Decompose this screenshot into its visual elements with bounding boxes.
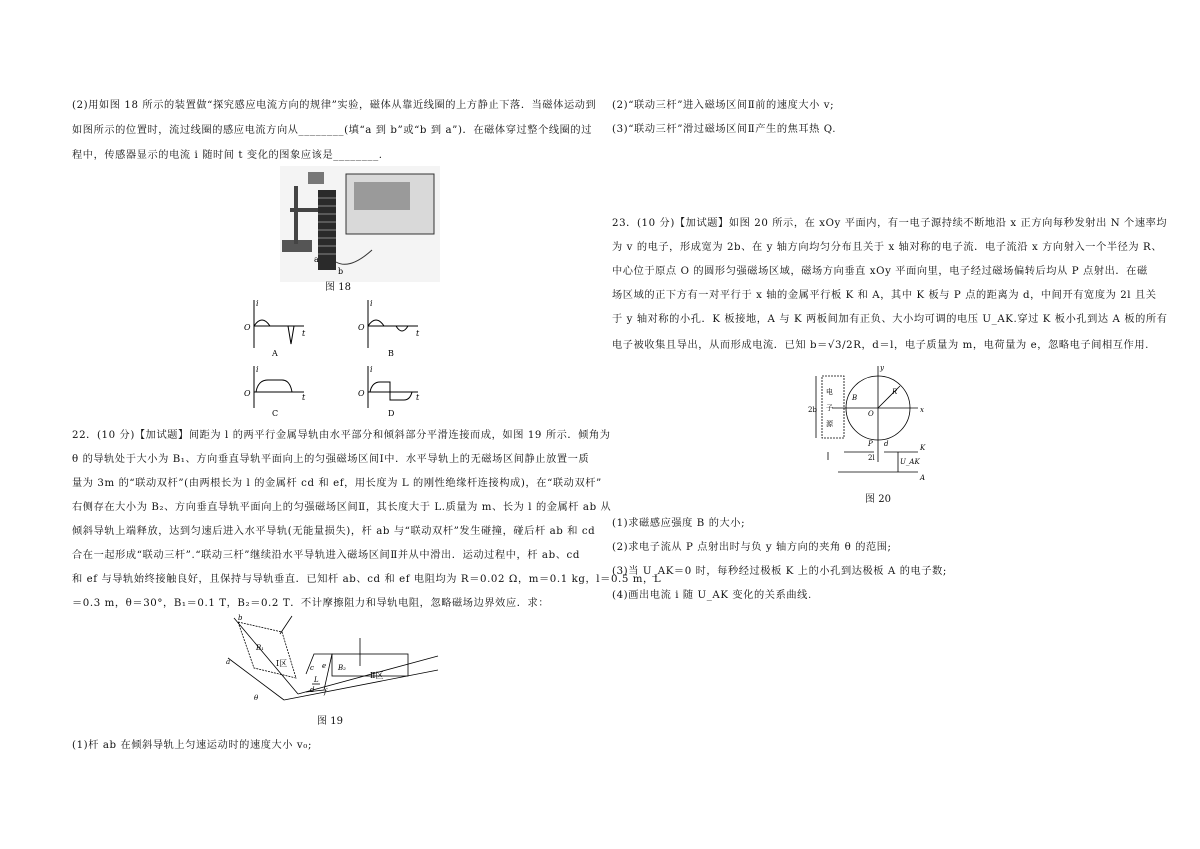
fig20-R: R: [892, 388, 898, 396]
q22-line-5: 倾斜导轨上端释放，达到匀速后进入水平导轨(无能量损失)，杆 ab 与“联动双杆”发生碰撞，碰后杆 ab 和 cd: [72, 526, 596, 537]
figure-19-caption: 图 19: [317, 716, 343, 727]
figure-18-apparatus: [280, 166, 440, 282]
fig20-y: y: [880, 364, 884, 372]
q22-line-7: 和 ef 与导轨始终接触良好，且保持与导轨垂直．已知杆 ab、cd 和 ef 电阻均为 R＝0.02 Ω，m＝0.1 kg，l＝0.5 m，L: [72, 574, 662, 585]
fig20-source-2: 子: [826, 404, 833, 412]
option-D-letter: D: [388, 409, 395, 418]
fig20-2l: 2l: [868, 454, 875, 462]
q23-line-1: 23．(10 分)【加试题】如图 20 所示，在 xOy 平面内，有一电子源持续不断地沿 x 正方向每秒发射出 N 个速率均: [612, 218, 1168, 229]
fig19-zone1: Ⅰ区: [276, 659, 288, 668]
fig20-U: U_AK: [900, 458, 920, 466]
option-A-graph: [244, 299, 306, 358]
option-D-graph: [358, 365, 420, 418]
q21-2-line-1: (2)用如图 18 所示的装置做“探究感应电流方向的规律”实验，磁体从靠近线圈的上方静止下落．当磁体运动到: [72, 100, 597, 111]
figure-20-caption: 图 20: [865, 494, 891, 505]
option-A-t: t: [302, 329, 306, 338]
q22-sub-3: (3)“联动三杆”滑过磁场区间Ⅱ产生的焦耳热 Q.: [612, 124, 837, 135]
fig18-label-b: b: [338, 267, 344, 276]
fig20-B: B: [852, 394, 858, 402]
fig19-L: L: [314, 676, 319, 684]
fig19-b: b: [238, 614, 243, 622]
figure-18-caption: 图 18: [325, 282, 351, 293]
q23-line-6: 电子被收集且导出，从而形成电流．已知 b＝√3/2R，d＝l，电子质量为 m，电荷量为 e，忽略电子间相互作用.: [612, 340, 1149, 351]
q22-line-3: 量为 3m 的“联动双杆”(由两根长为 l 的金属杆 cd 和 ef，用长度为 L 的刚性绝缘杆连接构成)，在“联动双杆”: [72, 478, 602, 489]
option-C-o: O: [244, 389, 251, 398]
option-B-letter: B: [388, 349, 394, 358]
q22-line-6: 合在一起形成“联动三杆”.“联动三杆”继续沿水平导轨进入磁场区间Ⅱ并从中滑出．运动过程中，杆 ab、cd: [72, 550, 580, 561]
fig20-2b: 2b: [808, 406, 817, 414]
q23-line-5: 于 y 轴对称的小孔．K 板接地，A 与 K 两板间加有正负、大小均可调的电压 U_AK.穿过 K 板小孔到达 A 板的所有: [612, 314, 1168, 325]
option-A-letter: A: [272, 349, 278, 358]
fig19-b1: B₁: [256, 644, 264, 652]
option-A-i: i: [256, 299, 259, 308]
fig19-a: a: [226, 658, 231, 666]
fig19-c: c: [310, 664, 314, 672]
fig19-f: f: [324, 688, 327, 696]
fig20-source-3: 源: [826, 420, 833, 428]
option-C-t: t: [302, 393, 306, 402]
q22-sub-1: (1)杆 ab 在倾斜导轨上匀速运动时的速度大小 v₀;: [72, 740, 312, 751]
fig20-P: P: [868, 440, 873, 448]
q23-sub-2: (2)求电子流从 P 点射出时与负 y 轴方向的夹角 θ 的范围;: [612, 542, 892, 553]
q22-line-1: 22．(10 分)【加试题】间距为 l 的两平行金属导轨由水平部分和倾斜部分平滑连接而成，如图 19 所示．倾角为: [72, 430, 611, 441]
q23-sub-3: (3)当 U_AK＝0 时，每秒经过极板 K 上的小孔到达极板 A 的电子数;: [612, 566, 947, 577]
q21-2-line-3: 程中，传感器显示的电流 i 随时间 t 变化的图象应该是________.: [72, 150, 383, 161]
q22-line-8: ＝0.3 m，θ＝30°，B₁＝0.1 T，B₂＝0.2 T．不计摩擦阻力和导轨电阻，忽略磁场边界效应．求：: [72, 598, 550, 609]
q22-sub-2: (2)“联动三杆”进入磁场区间Ⅱ前的速度大小 v;: [612, 100, 835, 111]
option-C-i: i: [256, 365, 259, 374]
q22-line-2: θ 的导轨处于大小为 B₁、方向垂直导轨平面向上的匀强磁场区间Ⅰ中．水平导轨上的无磁场区间静止放置一质: [72, 454, 590, 465]
fig19-theta: θ: [254, 694, 259, 702]
option-D-o: O: [358, 389, 365, 398]
fig18-label-a: a: [314, 255, 319, 264]
option-B-graph: [358, 299, 420, 358]
figure-18-options: [238, 296, 448, 418]
option-B-o: O: [358, 323, 365, 332]
fig20-A: A: [920, 474, 926, 482]
fig20-x: x: [920, 406, 924, 414]
option-B-t: t: [416, 329, 420, 338]
fig19-b2: B₂: [338, 664, 346, 672]
option-A-o: O: [244, 323, 251, 332]
option-C-graph: [244, 365, 306, 418]
fig20-d: d: [884, 440, 889, 448]
option-D-i: i: [370, 365, 373, 374]
figure-20-field: [808, 362, 948, 484]
fig19-zone2: Ⅱ区: [370, 671, 384, 680]
option-B-i: i: [370, 299, 373, 308]
q21-2-line-2: 如图所示的位置时，流过线圈的感应电流方向从________(填“a 到 b”或“b 到 a”)．在磁体穿过整个线圈的过: [72, 125, 593, 136]
option-D-t: t: [416, 393, 420, 402]
q23-sub-1: (1)求磁感应强度 B 的大小;: [612, 518, 746, 529]
q23-line-2: 为 v 的电子，形成宽为 2b、在 y 轴方向均匀分布且关于 x 轴对称的电子流．电子流沿 x 方向射入一个半径为 R、: [612, 242, 1163, 253]
fig20-O: O: [868, 410, 874, 418]
fig19-e: e: [322, 662, 327, 670]
option-C-letter: C: [272, 409, 279, 418]
q22-line-4: 右侧存在大小为 B₂、方向垂直导轨平面向上的匀强磁场区间Ⅱ，其长度大于 L.质量为 m、长为 l 的金属杆 ab 从: [72, 502, 612, 513]
q23-line-4: 场区域的正下方有一对平行于 x 轴的金属平行板 K 和 A，其中 K 板与 P 点的距离为 d，中间开有宽度为 2l 且关: [612, 290, 1157, 301]
q23-line-3: 中心位于原点 O 的圆形匀强磁场区域，磁场方向垂直 xOy 平面向里，电子经过磁场偏转后均从 P 点射出．在磁: [612, 266, 1148, 277]
fig20-K: K: [920, 444, 926, 452]
fig20-source-1: 电: [826, 388, 833, 396]
figure-19-rails: [224, 614, 444, 706]
q23-sub-4: (4)画出电流 i 随 U_AK 变化的关系曲线.: [612, 590, 812, 601]
fig19-d: d: [310, 686, 315, 694]
